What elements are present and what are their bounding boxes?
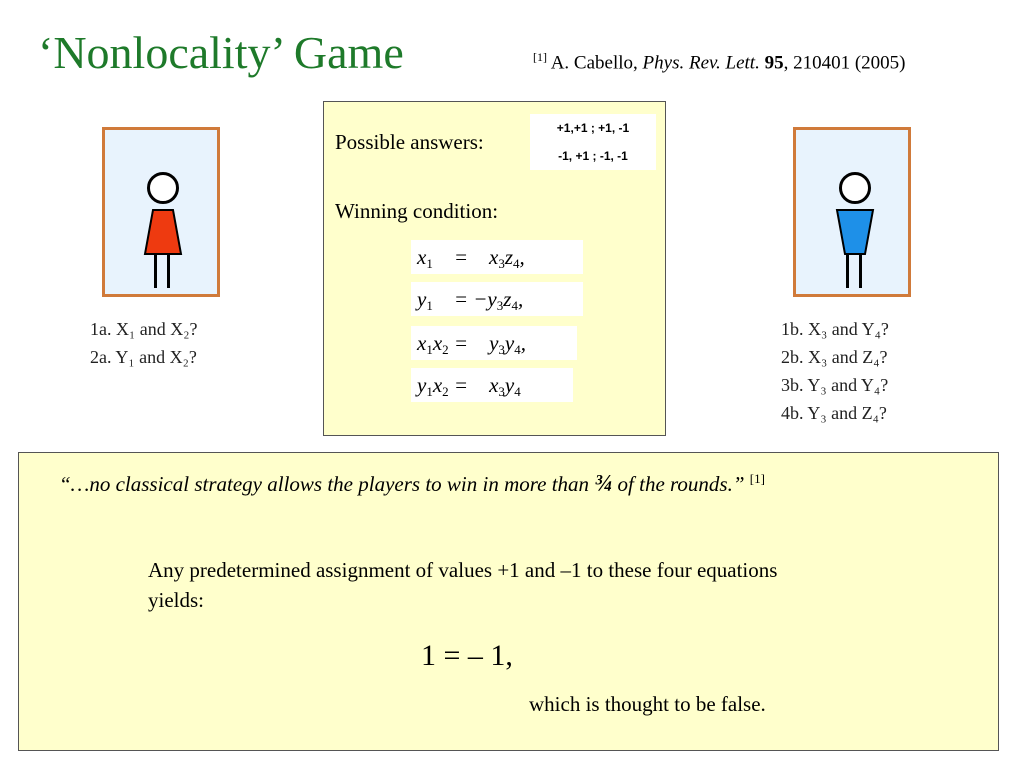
possible-answers-label: Possible answers: [335, 130, 484, 154]
bob-right-leg [859, 254, 862, 288]
equation-4: $y_1x_2$ = $x_3y_4$ [411, 368, 573, 402]
winning-condition-label: Winning condition: [335, 199, 499, 223]
citation [533, 50, 906, 74]
citation-rest: , 210401 (2005) [783, 52, 906, 74]
bob-questions [781, 315, 889, 427]
identity-equation: 1 = – 1, [421, 639, 513, 672]
alice-question-2: 2a. Y₁ and X₂? [90, 347, 197, 367]
bob-question-2: 2b. X₃ and Z₄? [781, 347, 888, 367]
citation-ref: [1] [533, 50, 547, 64]
bob-question-4: 4b. Y₃ and Z₄? [781, 403, 887, 423]
conclusion-text: which is thought to be false. [529, 692, 766, 716]
equation-3: $x_1x_2$ = $y_3y_4$, [411, 326, 577, 360]
alice-questions [90, 315, 198, 371]
page-title: ‘Nonlocality’ Game [38, 27, 404, 78]
alice-dress [143, 208, 183, 256]
quote-ref: [1] [749, 471, 765, 486]
bob-head [839, 172, 871, 204]
answers-table [530, 114, 656, 170]
bob-left-leg [846, 254, 849, 288]
bob-frame [793, 127, 911, 297]
answers-row-2: -1, +1 ; -1, -1 [558, 149, 628, 163]
alice-frame [102, 127, 220, 297]
answers-row-1: +1,+1 ; +1, -1 [556, 121, 630, 135]
alice-left-leg [154, 254, 157, 288]
alice-head [147, 172, 179, 204]
bob-shirt [835, 208, 875, 256]
quote-end: of the rounds.” [617, 472, 745, 496]
quote-text: “…no classical strategy allows the players to win in more than [59, 472, 590, 496]
equation-1: $x_1$ = $x_3z_4$, [411, 240, 583, 274]
bob-question-3: 3b. Y₃ and Y₄? [781, 375, 889, 395]
equation-2: $y_1$ = $-y_3z_4$, [411, 282, 583, 316]
quote [59, 471, 765, 498]
assignment-text: Any predetermined assignment of values +1 and –1 to these four equations yields: [148, 558, 778, 612]
conclusion-box [18, 452, 999, 751]
citation-author: A. Cabello, [550, 52, 638, 74]
rules-box [323, 101, 666, 436]
bob-question-1: 1b. X₃ and Y₄? [781, 319, 889, 339]
citation-volume: 95 [764, 52, 784, 74]
alice-right-leg [167, 254, 170, 288]
alice-question-1: 1a. X₁ and X₂? [90, 319, 198, 339]
citation-journal: Phys. Rev. Lett. [642, 52, 760, 74]
quote-fraction: ¾ [594, 471, 613, 497]
